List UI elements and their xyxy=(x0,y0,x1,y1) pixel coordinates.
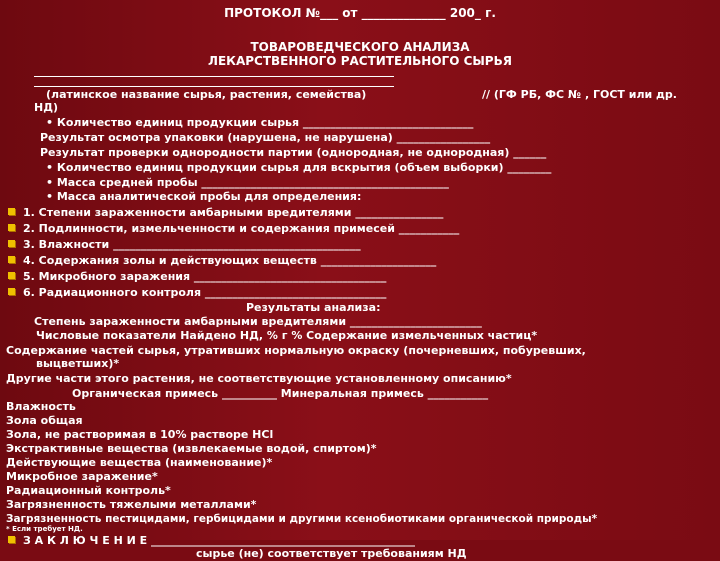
results-heading: Результаты анализа: xyxy=(246,301,381,314)
pest-line: Степень зараженности амбарными вредителями ________________________ xyxy=(34,315,482,328)
other-parts-line: Другие части этого растения, не соответствующие установленному описанию* xyxy=(6,372,512,385)
blank-line-1 xyxy=(34,76,394,77)
test-item: 5. Микробного заражения ___________________________________ xyxy=(8,270,386,284)
result-item: Действующие вещества (наименование)* xyxy=(6,456,273,469)
footnote: * Если требует НД. xyxy=(6,525,83,533)
square-bullet-icon xyxy=(8,224,15,231)
test-item: 1. Степени зараженности амбарными вредителями ________________ xyxy=(8,206,443,220)
test-item: 2. Подлинности, измельченности и содержания примесей ___________ xyxy=(8,222,459,236)
info-line: Результат осмотра упаковки (нарушена, не нарушена) _________________ xyxy=(40,131,491,144)
numbers-line: Числовые показатели Найдено НД, % г % Содержание измельченных частиц* xyxy=(36,329,538,342)
result-item: Зола, не растворимая в 10% растворе HCl xyxy=(6,428,274,441)
document-title-1: ТОВАРОВЕДЧЕСКОГО АНАЛИЗА xyxy=(250,40,470,54)
info-line: • Количество единиц продукции сырья для вскрытия (объем выборки) ________ xyxy=(46,161,552,174)
info-line: Результат проверки однородности партии (однородная, не однородная) ______ xyxy=(40,146,547,159)
document-title-2: ЛЕКАРСТВЕННОГО РАСТИТЕЛЬНОГО СЫРЬЯ xyxy=(207,54,512,68)
result-item: Загрязненность пестицидами, гербицидами и другими ксенобиотиками органической природы* xyxy=(6,513,598,525)
info-line: • Количество единиц продукции сырья _______________________________ xyxy=(46,116,474,129)
result-item: Экстрактивные вещества (извлекаемые водой, спиртом)* xyxy=(6,442,377,455)
result-item: Загрязненность тяжелыми металлами* xyxy=(6,498,257,511)
result-item: Радиационный контроль* xyxy=(6,484,171,497)
result-item: Зола общая xyxy=(6,414,83,427)
result-item: Микробное заражение* xyxy=(6,470,158,483)
blank-line-2 xyxy=(34,86,394,87)
conclusion-label: З А К Л Ю Ч Е Н И Е ________________________________________________ xyxy=(8,534,415,548)
impurities-line: Органическая примесь __________ Минеральная примесь ___________ xyxy=(72,387,489,400)
test-item: 6. Радиационного контроля _________________________________ xyxy=(8,286,386,300)
standard-label: // (ГФ РБ, ФС № , ГОСТ или др. xyxy=(482,88,677,101)
conclusion-text: сырье (не) соответствует требованиям НД xyxy=(196,547,467,560)
test-item: 4. Содержания золы и действующих веществ _____________________ xyxy=(8,254,436,268)
square-bullet-icon xyxy=(8,272,15,279)
discolored-line: Содержание частей сырья, утративших нормальную окраску (почерневших, побуревших, xyxy=(6,344,586,357)
protocol-line: ПРОТОКОЛ №___ от ______________ 200_ г. xyxy=(224,6,496,20)
info-line: • Масса средней пробы _____________________________________________ xyxy=(46,176,449,189)
discolored-line-cont: выцветших)* xyxy=(36,357,120,370)
info-line: • Масса аналитической пробы для определения: xyxy=(46,190,362,203)
result-item: Влажность xyxy=(6,400,76,413)
square-bullet-icon xyxy=(8,288,15,295)
square-bullet-icon xyxy=(8,208,15,215)
standard-label-end: НД) xyxy=(34,101,59,114)
test-item: 3. Влажности _____________________________________________ xyxy=(8,238,361,252)
square-bullet-icon xyxy=(8,240,15,247)
latin-name-label: (латинское название сырья, растения, семейства) xyxy=(46,88,367,101)
square-bullet-icon xyxy=(8,256,15,263)
